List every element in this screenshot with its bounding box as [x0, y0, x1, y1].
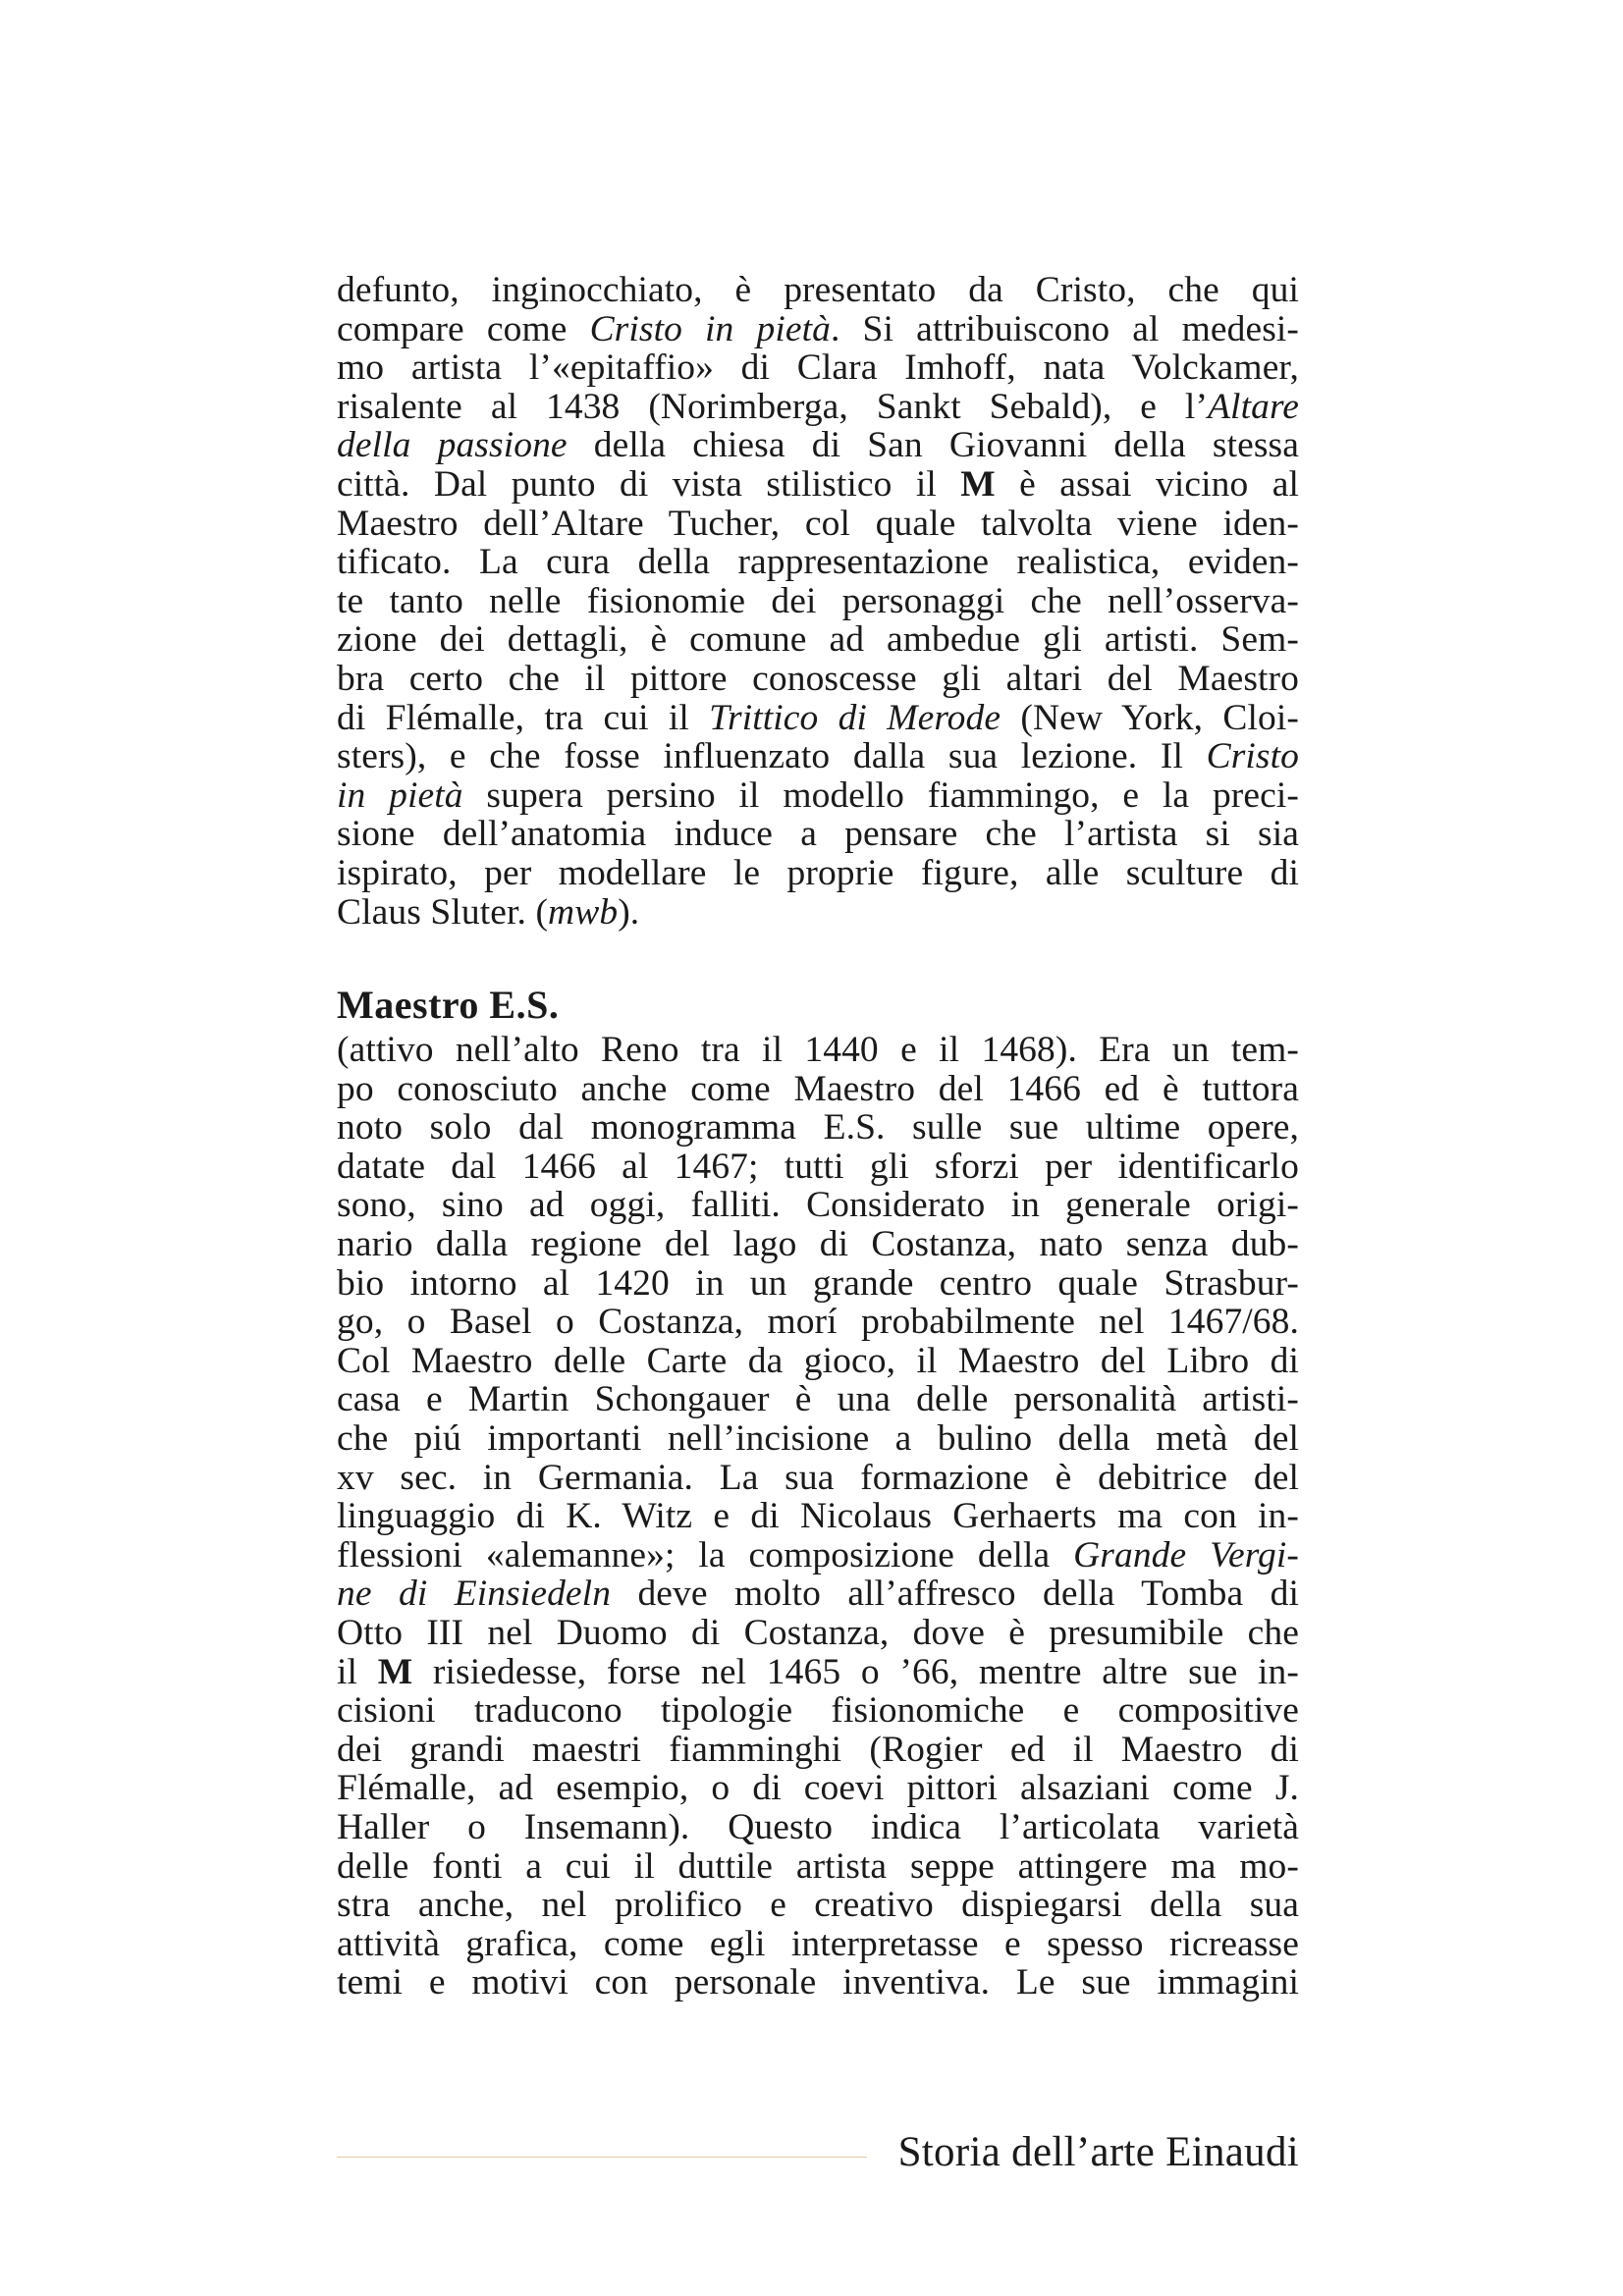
- text-line: [337, 388, 1299, 427]
- text-segment: Claus Sluter. (: [337, 891, 549, 933]
- italic-text: Cristo in pietà: [589, 308, 831, 349]
- text-segment: bra certo che il pittore conoscesse gli altari del Maestro: [337, 658, 1299, 699]
- text-line: [337, 1847, 1299, 1887]
- text-line: [337, 1731, 1299, 1770]
- text-segment: zione dei dettagli, è comune ad ambedue gli artisti. Sem-: [337, 619, 1299, 661]
- text-segment: Flémalle, ad esempio, o di coevi pittori alsaziani come J.: [337, 1768, 1299, 1809]
- text-segment: nario dalla regione del lago di Costanza, nato senza dub-: [337, 1224, 1299, 1265]
- text-segment: linguaggio di K. Witz e di Nicolaus Gerhaerts ma con in-: [337, 1496, 1299, 1537]
- text-line: [337, 1186, 1299, 1225]
- text-segment: Haller o Insemann). Questo indica l’articolata varietà: [337, 1806, 1299, 1847]
- text-segment: casa e Martin Schongauer è una delle personalità artisti-: [337, 1379, 1299, 1420]
- text-segment: cisioni traducono tipologie fisionomiche e compositive: [337, 1690, 1299, 1732]
- text-line: [337, 1614, 1299, 1653]
- text-line: [337, 854, 1299, 893]
- text-segment: deve molto all’affresco della Tomba di: [611, 1574, 1299, 1615]
- text-segment: Maestro dell’Altare Tucher, col quale talvolta viene iden-: [337, 503, 1299, 544]
- text-segment: . Si attribuiscono al medesi-: [830, 308, 1299, 349]
- text-line: [337, 1497, 1299, 1536]
- footer-title: Storia dell’arte Einaudi: [897, 2129, 1299, 2175]
- text-segment: te tanto nelle fisionomie dei personaggi che nell’osserva-: [337, 580, 1299, 621]
- text-segment: tificato. La cura della rappresentazione realistica, eviden-: [337, 542, 1299, 583]
- text-line: [337, 1925, 1299, 1964]
- italic-text: Altare: [1208, 386, 1299, 427]
- text-segment: (New York, Cloi-: [1001, 697, 1299, 738]
- text-line: [337, 1380, 1299, 1419]
- text-segment: ).: [618, 891, 640, 933]
- text-line: [337, 582, 1299, 621]
- page-footer: [337, 2125, 1299, 2184]
- text-segment: (attivo nell’alto Reno tra il 1440 e il 1468). Era un tem-: [337, 1030, 1299, 1071]
- text-line: [337, 465, 1299, 505]
- section-heading: Maestro E.S.: [337, 983, 560, 1028]
- text-line: [337, 1264, 1299, 1304]
- text-line: [337, 1108, 1299, 1148]
- text-line: [337, 1536, 1299, 1575]
- text-line: [337, 1575, 1299, 1614]
- text-line: [337, 1070, 1299, 1109]
- italic-text: Grande Vergi-: [1073, 1534, 1299, 1575]
- text-segment: sters), e che fosse influenzato dalla sua lezione. Il: [337, 736, 1207, 777]
- text-segment: supera persino il modello fiammingo, e la preci-: [462, 774, 1299, 816]
- bold-text: M: [960, 463, 996, 505]
- text-line: [337, 310, 1299, 349]
- text-segment: il: [337, 1651, 378, 1692]
- text-segment: di Flémalle, tra cui il: [337, 697, 710, 738]
- text-line: [337, 893, 1299, 933]
- text-segment: xv sec. in Germania. La sua formazione è debitrice del: [337, 1457, 1299, 1498]
- text-line: [337, 699, 1299, 738]
- bold-text: M: [377, 1651, 413, 1692]
- text-line: [337, 776, 1299, 816]
- text-line: [337, 1886, 1299, 1925]
- text-line: [337, 1963, 1299, 2002]
- text-line: [337, 1303, 1299, 1342]
- text-segment: dei grandi maestri fiamminghi (Rogier ed il Maestro di: [337, 1729, 1299, 1770]
- paragraph-maestro-es: [337, 1031, 1299, 2002]
- text-segment: delle fonti a cui il duttile artista seppe attingere ma mo-: [337, 1845, 1299, 1887]
- text-segment: Col Maestro delle Carte da gioco, il Maestro del Libro di: [337, 1340, 1299, 1381]
- italic-text: in pietà: [337, 774, 463, 816]
- text-line: [337, 815, 1299, 854]
- text-line: [337, 620, 1299, 660]
- text-segment: flessioni «alemanne»; la composizione della: [337, 1534, 1074, 1575]
- text-segment: go, o Basel o Costanza, morí probabilmente nel 1467/68.: [337, 1302, 1299, 1343]
- italic-text: mwb: [548, 891, 619, 933]
- text-segment: compare come: [337, 308, 590, 349]
- text-segment: risiedesse, forse nel 1465 o ’66, mentre altre sue in-: [412, 1651, 1299, 1692]
- text-line: [337, 1459, 1299, 1498]
- italic-text: Trittico di Merode: [709, 697, 1001, 738]
- text-line: [337, 505, 1299, 544]
- text-segment: che piú importanti nell’incisione a bulino della metà del: [337, 1418, 1299, 1460]
- text-line: [337, 1419, 1299, 1459]
- text-segment: città. Dal punto di vista stilistico il: [337, 463, 961, 505]
- text-line: [337, 660, 1299, 699]
- text-line: [337, 426, 1299, 465]
- text-segment: ispirato, per modellare le proprie figure, alle sculture di: [337, 852, 1299, 893]
- paragraph-continued: [337, 271, 1299, 932]
- page-body: [337, 271, 1299, 2002]
- text-line: [337, 1031, 1299, 1070]
- text-line: [337, 1691, 1299, 1731]
- text-line: [337, 1769, 1299, 1808]
- text-line: [337, 1808, 1299, 1847]
- text-line: [337, 1653, 1299, 1692]
- text-segment: temi e motivi con personale inventiva. Le sue immagini: [337, 1962, 1299, 2003]
- text-line: [337, 737, 1299, 776]
- text-segment: è assai vicino al: [995, 463, 1299, 505]
- text-segment: noto solo dal monogramma E.S. sulle sue ultime opere,: [337, 1107, 1299, 1148]
- text-segment: risalente al 1438 (Norimberga, Sankt Sebald), e l’: [337, 386, 1209, 427]
- footer-rule: [337, 2157, 867, 2158]
- text-segment: po conosciuto anche come Maestro del 1466 ed è tuttora: [337, 1068, 1299, 1109]
- text-line: [337, 348, 1299, 388]
- text-segment: attività grafica, come egli interpretasse e spesso ricreasse: [337, 1923, 1299, 1964]
- text-segment: stra anche, nel prolifico e creativo dispiegarsi della sua: [337, 1885, 1299, 1926]
- text-segment: mo artista l’«epitaffio» di Clara Imhoff, nata Volckamer,: [337, 347, 1299, 389]
- italic-text: ne di Einsiedeln: [337, 1574, 612, 1615]
- text-segment: bio intorno al 1420 in un grande centro quale Strasbur-: [337, 1262, 1299, 1304]
- text-line: [337, 271, 1299, 310]
- text-segment: sione dell’anatomia induce a pensare che l’artista si sia: [337, 814, 1299, 855]
- text-line: [337, 1225, 1299, 1264]
- text-segment: sono, sino ad oggi, falliti. Considerato in generale origi-: [337, 1185, 1299, 1226]
- italic-text: Cristo: [1206, 736, 1299, 777]
- text-segment: della chiesa di San Giovanni della stessa: [567, 425, 1299, 466]
- text-line: [337, 543, 1299, 582]
- text-segment: datate dal 1466 al 1467; tutti gli sforzi per identificarlo: [337, 1146, 1299, 1187]
- italic-text: della passione: [337, 425, 568, 466]
- text-segment: Otto III nel Duomo di Costanza, dove è presumibile che: [337, 1613, 1299, 1653]
- text-segment: defunto, inginocchiato, è presentato da Cristo, che qui: [337, 270, 1299, 310]
- text-line: [337, 1148, 1299, 1187]
- text-line: [337, 1342, 1299, 1381]
